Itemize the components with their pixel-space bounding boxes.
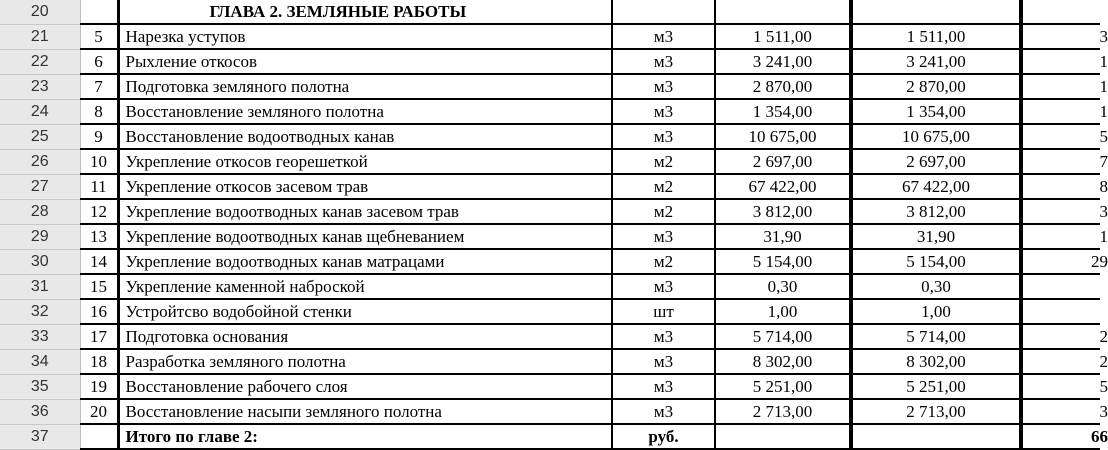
cell-name[interactable]: Подготовка основания [118,324,612,349]
amount-value: 3 [1100,400,1108,423]
cell-unit[interactable]: м3 [612,49,715,74]
amount-value: 1 [1100,225,1108,248]
cell-qty2[interactable]: 3 812,00 [851,199,1021,224]
row-header[interactable]: 32 [0,299,80,324]
cell-name[interactable]: Восстановление рабочего слоя [118,374,612,399]
cell-num[interactable]: 12 [80,199,118,224]
cell-num[interactable]: 7 [80,74,118,99]
cell-qty2[interactable]: 1,00 [851,299,1021,324]
row-header[interactable]: 23 [0,74,80,99]
cell-unit[interactable]: шт [612,299,715,324]
cell-qty1[interactable]: 2 697,00 [715,149,851,174]
cell-unit[interactable]: м3 [612,399,715,424]
table-row [0,399,1100,424]
table-row [0,324,1100,349]
row-header[interactable]: 24 [0,99,80,124]
cell-qty1[interactable]: 5 154,00 [715,249,851,274]
table-row [0,74,1100,99]
cell-amount[interactable] [1021,74,1100,99]
amount-value: 7 [1100,150,1108,173]
cell-qty2[interactable]: 67 422,00 [851,174,1021,199]
cell-name[interactable]: Укрепление откосов засевом трав [118,174,612,199]
cell-qty1[interactable]: 1 354,00 [715,99,851,124]
row-header[interactable]: 20 [0,0,80,24]
table-row [0,349,1100,374]
table-row [0,124,1100,149]
row-header[interactable]: 28 [0,199,80,224]
cell-unit[interactable]: м3 [612,374,715,399]
row-header[interactable]: 27 [0,174,80,199]
row-header[interactable]: 33 [0,324,80,349]
cell-name[interactable]: Восстановление насыпи земляного полотна [118,399,612,424]
cell-qty1[interactable]: 67 422,00 [715,174,851,199]
table-row [0,49,1100,74]
cell-num[interactable]: 14 [80,249,118,274]
cell-qty2[interactable] [851,0,1021,24]
amount-value: 8 [1100,175,1108,198]
cell-num[interactable]: 8 [80,99,118,124]
amount-value: 29 [1091,250,1108,273]
amount-value: 5 [1100,125,1108,148]
row-header[interactable]: 26 [0,149,80,174]
cell-amount[interactable] [1021,274,1100,299]
cell-num[interactable]: 9 [80,124,118,149]
cell-qty1[interactable]: 3 812,00 [715,199,851,224]
cell-qty2[interactable]: 1 511,00 [851,24,1021,49]
amount-value: 5 [1100,375,1108,398]
cell-amount[interactable] [1021,324,1100,349]
cell-num[interactable] [80,0,118,24]
cell-amount[interactable] [1021,0,1100,24]
cell-qty2[interactable]: 8 302,00 [851,349,1021,374]
cell-qty2[interactable]: 10 675,00 [851,124,1021,149]
cell-num[interactable]: 5 [80,24,118,49]
cell-unit[interactable]: м3 [612,124,715,149]
table-row [0,174,1100,199]
cell-qty2[interactable]: 0,30 [851,274,1021,299]
cell-unit[interactable]: м2 [612,174,715,199]
cell-amount[interactable] [1021,249,1100,274]
table-row [0,274,1100,299]
cell-num[interactable]: 20 [80,399,118,424]
row-header[interactable]: 29 [0,224,80,249]
cell-qty2[interactable]: 5 154,00 [851,249,1021,274]
cell-name[interactable]: Разработка земляного полотна [118,349,612,374]
cell-num[interactable]: 15 [80,274,118,299]
cell-num[interactable]: 17 [80,324,118,349]
cell-amount[interactable] [1021,374,1100,399]
cell-qty2[interactable] [851,424,1021,449]
cell-qty2[interactable]: 5 251,00 [851,374,1021,399]
cell-num[interactable]: 11 [80,174,118,199]
cell-qty1[interactable]: 5 251,00 [715,374,851,399]
cell-qty1[interactable]: 10 675,00 [715,124,851,149]
table-row [0,374,1100,399]
table-row [0,249,1100,274]
cell-num[interactable]: 16 [80,299,118,324]
row-header[interactable]: 25 [0,124,80,149]
cell-amount[interactable] [1021,349,1100,374]
cell-unit[interactable]: м2 [612,199,715,224]
cell-unit[interactable]: м3 [612,349,715,374]
row-header[interactable]: 22 [0,49,80,74]
row-header[interactable]: 37 [0,424,80,449]
cell-qty2[interactable]: 5 714,00 [851,324,1021,349]
cell-unit[interactable]: руб. [612,424,715,449]
cell-qty2[interactable]: 1 354,00 [851,99,1021,124]
cell-num[interactable]: 19 [80,374,118,399]
row-header[interactable]: 30 [0,249,80,274]
cell-amount[interactable] [1021,399,1100,424]
table-row [0,99,1100,124]
cell-amount[interactable] [1021,199,1100,224]
amount-value: 3 [1100,200,1108,223]
row-header[interactable]: 35 [0,374,80,399]
table-row [0,299,1100,324]
cell-unit[interactable]: м2 [612,149,715,174]
amount-value: 1 [1100,75,1108,98]
cell-qty2[interactable]: 2 713,00 [851,399,1021,424]
cell-unit[interactable]: м3 [612,324,715,349]
cell-unit[interactable]: м3 [612,24,715,49]
chapter-row [0,0,1100,24]
cell-name[interactable]: Восстановление земляного полотна [118,99,612,124]
cell-amount[interactable] [1021,124,1100,149]
row-header[interactable]: 34 [0,349,80,374]
table-row [0,149,1100,174]
cell-amount[interactable] [1021,224,1100,249]
cell-name[interactable]: Устройтсво водобойной стенки [118,299,612,324]
cell-chapter-title[interactable]: ГЛАВА 2. ЗЕМЛЯНЫЕ РАБОТЫ [118,0,612,24]
amount-value: 1 [1100,100,1108,123]
cell-qty2[interactable]: 2 870,00 [851,74,1021,99]
table-row [0,199,1100,224]
table-row [0,224,1100,249]
cell-amount[interactable] [1021,299,1100,324]
row-header[interactable]: 31 [0,274,80,299]
cell-name[interactable]: Укрепление водоотводных канав щебневанием [118,224,612,249]
cell-qty2[interactable]: 31,90 [851,224,1021,249]
cell-unit[interactable]: м3 [612,224,715,249]
cell-amount[interactable] [1021,99,1100,124]
cell-qty1[interactable]: 0,30 [715,274,851,299]
cell-qty1[interactable]: 8 302,00 [715,349,851,374]
row-header[interactable]: 36 [0,399,80,424]
cell-unit[interactable]: м3 [612,74,715,99]
cell-unit[interactable]: м3 [612,99,715,124]
table-row [0,24,1100,49]
cell-name[interactable]: Укрепление каменной наброской [118,274,612,299]
cell-amount[interactable] [1021,24,1100,49]
amount-value: 1 [1100,50,1108,73]
cell-qty1[interactable] [715,0,851,24]
cell-qty1[interactable]: 2 870,00 [715,74,851,99]
amount-value: 2 [1100,350,1108,373]
cell-qty1[interactable]: 31,90 [715,224,851,249]
cell-num[interactable]: 13 [80,224,118,249]
cell-amount[interactable] [1021,174,1100,199]
cell-amount[interactable] [1021,149,1100,174]
cell-amount[interactable] [1021,49,1100,74]
amount-value: 3 [1100,25,1108,48]
cell-qty1[interactable]: 1 511,00 [715,24,851,49]
cell-name[interactable]: Рыхление откосов [118,49,612,74]
cell-qty1[interactable] [715,424,851,449]
cell-qty1[interactable]: 3 241,00 [715,49,851,74]
cell-unit[interactable]: м3 [612,274,715,299]
total-row [0,424,1100,449]
cell-num[interactable] [80,424,118,449]
cell-amount[interactable] [1021,424,1100,449]
cell-name[interactable]: Укрепление откосов георешеткой [118,149,612,174]
cell-name[interactable]: Укрепление водоотводных канав матрацами [118,249,612,274]
cell-unit[interactable]: м2 [612,249,715,274]
row-header[interactable]: 21 [0,24,80,49]
cell-num[interactable]: 10 [80,149,118,174]
cell-unit[interactable] [612,0,715,24]
amount-value: 66 [1091,425,1108,448]
cell-qty1[interactable]: 2 713,00 [715,399,851,424]
cell-name[interactable]: Восстановление водоотводных канав [118,124,612,149]
cell-name[interactable]: Нарезка уступов [118,24,612,49]
cell-num[interactable]: 6 [80,49,118,74]
cell-name[interactable]: Укрепление водоотводных канав засевом трав [118,199,612,224]
amount-value: 2 [1100,325,1108,348]
cell-qty2[interactable]: 2 697,00 [851,149,1021,174]
cell-name[interactable]: Подготовка земляного полотна [118,74,612,99]
cell-qty2[interactable]: 3 241,00 [851,49,1021,74]
cell-qty1[interactable]: 5 714,00 [715,324,851,349]
cell-num[interactable]: 18 [80,349,118,374]
cell-qty1[interactable]: 1,00 [715,299,851,324]
cell-total-label[interactable]: Итого по главе 2: [118,424,612,449]
